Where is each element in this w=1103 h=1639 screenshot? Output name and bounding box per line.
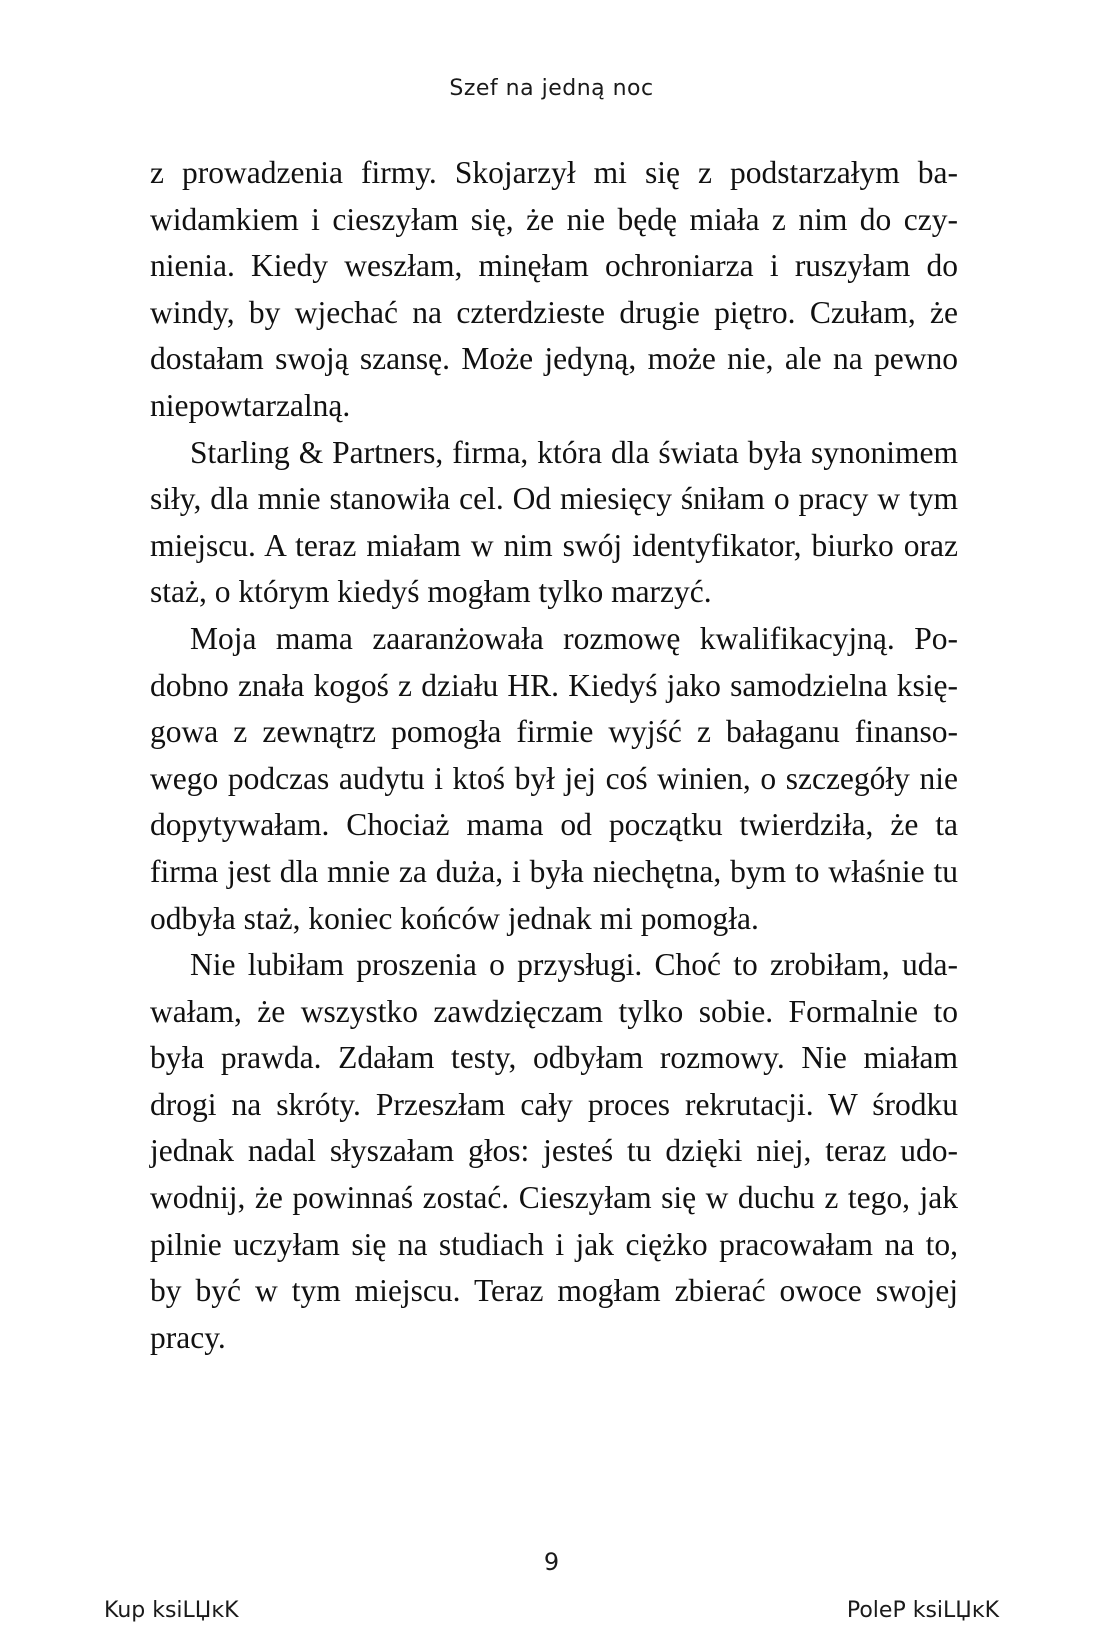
paragraph: Starling & Partners, firma, która dla świata była synonimem siły, dla mnie stanowiła cel. Od miesięcy śniłam o pracy w tym miejscu. A teraz miałam w nim swój identyfikator, biurko oraz staż, o którym kiedyś mogłam tylko marzyć.: [150, 434, 958, 610]
paragraph: Moja mama zaaranżowała rozmowę kwalifikacyjną. Podobno znała kogoś z działu HR. Kiedyś jako samodzielna księgowa z zewnątrz pomogła firmie wyjść z bałaganu finansowego podczas audytu i ktoś był jej coś winien, o szczegóły nie dopytywałam. Chociaż mama od początku twierdziła, że ta firma jest dla mnie za duża, i była niechętna, bym to właśnie tu odbyła staż, koniec końców jednak mi pomogła.: [150, 620, 958, 936]
paragraph: Nie lubiłam proszenia o przysługi. Choć to zrobiłam, udawałam, że wszystko zawdzięczam tylko sobie. Formalnie to była prawda. Zdałam testy, odbyłam rozmowy. Nie miałam drogi na skróty. Przeszłam cały proces rekrutacji. W środku jednak nadal słyszałam głos: jesteś tu dzięki niej, teraz udowodnij, że powinnaś zostać. Cieszyłam się w duchu z tego, jak pilnie uczyłam się na studiach i jak ciężko pracowałam na to, by być w tym miejscu. Teraz mogłam zbierać owoce swojej pracy.: [150, 947, 958, 1355]
page-number: 9: [543, 1548, 560, 1576]
running-header-title: Szef na jedną noc: [449, 76, 654, 101]
body-text: [150, 150, 958, 1361]
buy-book-link[interactable]: Kup ksiLЏĸK: [104, 1598, 239, 1623]
recommend-book-link[interactable]: PoleP ksiLЏĸK: [846, 1598, 999, 1623]
paragraph: z prowadzenia firmy. Skojarzył mi się z podstarzałym bawidamkiem i cieszyłam się, że nie będę miała z nim do czynienia. Kiedy weszłam, minęłam ochroniarza i ruszyłam do windy, by wjechać na czterdzieste drugie piętro. Czułam, że dostałam swoją szansę. Może jedyną, może nie, ale na pewno niepowtarzalną.: [150, 155, 958, 423]
